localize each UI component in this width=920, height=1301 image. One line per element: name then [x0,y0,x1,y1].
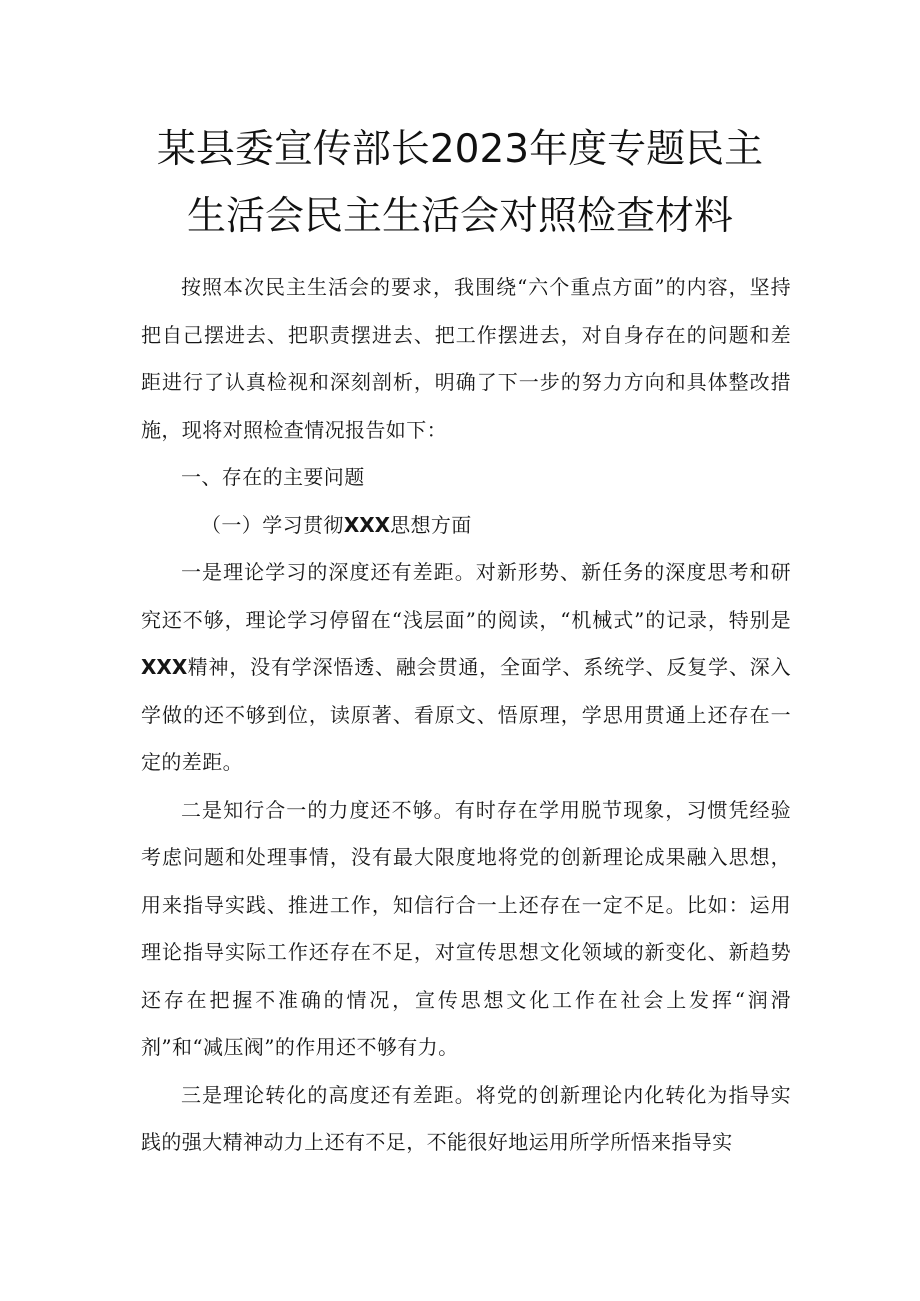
paragraph-1-placeholder: XXX [141,655,188,679]
subsection-heading [141,502,791,550]
section-heading: 一、存在的主要问题 [181,465,365,489]
document-title-line-1: 某县委宣传部长2023年度专题民主 [156,127,764,172]
subsection-heading-prefix: （一）学习贯彻 [201,512,344,537]
paragraph-1-part-2: 精神，没有学深悟透、融会贯通，全面学、系统学、反复学、深入学做的还不够到位，读原著、看原文、悟原理，学思用贯通上还存在一定的差距。 [141,655,791,774]
document-body [141,264,791,1167]
paragraph-1-part-1: 一是理论学习的深度还有差距。对新形势、新任务的深度思考和研究还不够，理论学习停留在“浅层面”的阅读，“机械式”的记录，特别是 [141,560,791,632]
subsection-heading-suffix: 思想方面 [390,512,472,537]
paragraph-3: 三是理论转化的高度还有差距。将党的创新理论内化转化为指导实践的强大精神动力上还有不足，不能很好地运用所学所悟来指导实 [141,1082,791,1154]
subsection-heading-placeholder: XXX [343,512,391,537]
intro-paragraph: 按照本次民主生活会的要求，我围绕“六个重点方面”的内容，坚持把自己摆进去、把职责摆进去、把工作摆进去，对自身存在的问题和差距进行了认真检视和深刻剖析，明确了下一步的努力方向和具体整改措施，现将对照检查情况报告如下： [141,275,791,442]
paragraph-1 [141,549,791,787]
paragraph-2: 二是知行合一的力度还不够。有时存在学用脱节现象，习惯凭经验考虑问题和处理事情，没有最大限度地将党的创新理论成果融入思想，用来指导实践、推进工作，知信行合一上还存在一定不足。比如：运用理论指导实际工作还存在不足，对宣传思想文化领域的新变化、新趋势还存在把握不准确的情况，宣传思想文化工作在社会上发挥“润滑剂”和“减压阀”的作用还不够有力。 [141,797,791,1059]
document-title-line-2: 生活会民主生活会对照检查材料 [186,194,733,239]
